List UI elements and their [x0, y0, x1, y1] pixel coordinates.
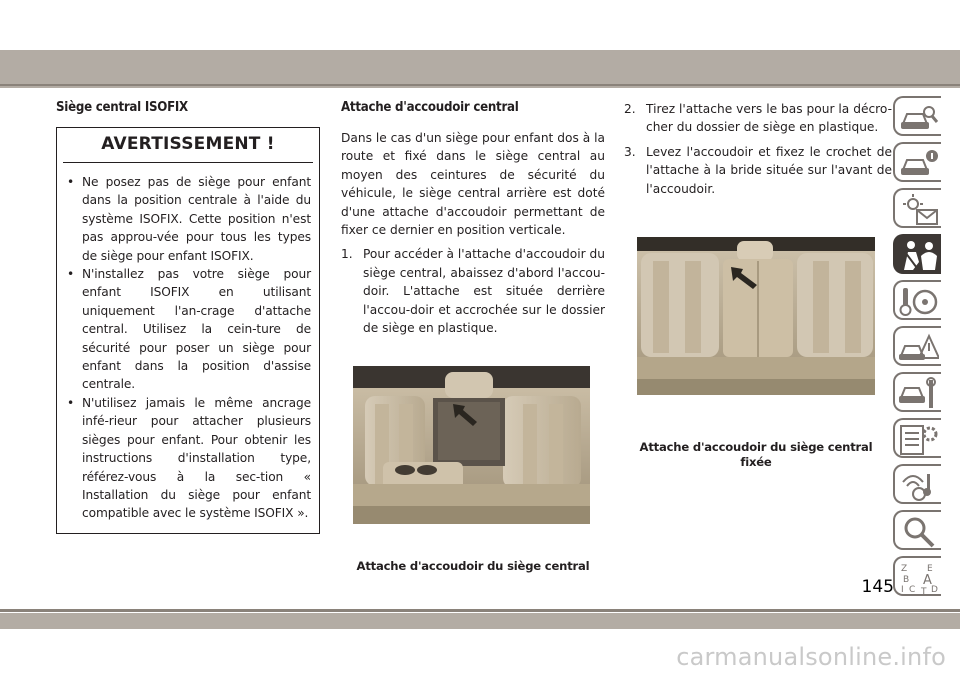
seat-illustration — [637, 237, 875, 395]
index-letter: A — [923, 573, 932, 588]
car-tools-icon — [899, 376, 939, 412]
key-steering-wheel-icon — [899, 284, 939, 320]
armrest-photo-fixed — [637, 237, 875, 395]
tab-starting-operating[interactable] — [893, 280, 941, 320]
photo-caption-fixed — [628, 440, 884, 470]
tab-technical-specifications[interactable] — [893, 418, 941, 458]
car-info-icon — [899, 146, 939, 182]
seatbelt-airbag-icon — [899, 238, 939, 274]
index-letters-icon — [899, 560, 939, 596]
section-heading-isofix: Siège central ISOFIX — [56, 100, 188, 115]
caption-line: fixée — [740, 455, 772, 469]
armrest-photo-lowered — [353, 366, 590, 524]
index-letter: T — [921, 587, 927, 596]
column-isofix — [56, 100, 320, 534]
step-item — [624, 100, 892, 137]
steps-list — [341, 245, 605, 337]
tab-index-search[interactable] — [893, 510, 941, 550]
footer-band — [0, 613, 960, 629]
index-letter: Z — [901, 564, 908, 574]
tab-warning-lights[interactable] — [893, 188, 941, 228]
index-letter: E — [927, 564, 933, 574]
step-item — [624, 143, 892, 198]
index-letter: C — [909, 585, 916, 595]
index-letter: I — [901, 585, 904, 595]
intro-paragraph: Dans le cas d'un siège pour enfant dos à la route et fixé dans le siège central au moyen des ceintures de sécurité du véhicule, le siège central arrière est doté d'une attache d'accoudoir permettant de fixer ce dernier en position verticale. — [341, 131, 605, 238]
tab-getting-to-know-vehicle[interactable] — [893, 96, 941, 136]
tab-in-case-of-emergency[interactable] — [893, 326, 941, 366]
footer-rule — [0, 609, 960, 612]
header-rule — [0, 84, 960, 86]
step-number: 2. — [624, 102, 636, 116]
step-number: 3. — [624, 144, 636, 159]
header-band — [0, 50, 960, 88]
column-armrest-tether — [341, 100, 605, 343]
index-letter: D — [931, 585, 938, 595]
step-item — [341, 245, 605, 337]
warning-item: • N'installez pas votre siège pour enfant ISOFIX en utilisant uniquement l'an-crage d'attache central. Utilisez la cein-ture de sécurité pour poser un siège pour enfant dans la position d'assise centrale. — [65, 265, 311, 394]
tab-instrument-panel[interactable] — [893, 142, 941, 182]
step-text: Tirez l'attache vers le bas pour la décro-cher du dossier de siège en plastique. — [646, 102, 892, 135]
steps-list-continued — [624, 100, 892, 198]
photo-caption-lowered: Attache d'accoudoir du siège central — [356, 559, 590, 573]
seat-illustration — [353, 366, 590, 524]
page-number: 145 — [861, 577, 894, 597]
tab-servicing-maintenance[interactable] — [893, 372, 941, 412]
step-text: Pour accéder à l'attache d'accoudoir du siège central, abaissez d'abord l'accou-doir. L'attache est située derrière l'accou-doir et accrochée sur le dossier de siège en plastique. — [363, 247, 605, 336]
caption-line: Attache d'accoudoir du siège central — [639, 440, 873, 454]
watermark: carmanualsonline.info — [676, 643, 946, 671]
index-letter: B — [903, 575, 910, 585]
search-icon — [899, 514, 939, 550]
checklist-gear-icon — [899, 422, 939, 458]
step-text: Levez l'accoudoir et fixez le crochet de l'attache à la bride située sur l'avant de l'accoudoir. — [646, 144, 892, 196]
tab-safety[interactable] — [893, 234, 941, 274]
warning-box — [56, 127, 320, 534]
warning-list — [57, 173, 319, 523]
car-magnifier-icon — [899, 100, 939, 136]
warning-item: • Ne posez pas de siège pour enfant dans la position centrale à l'aide du système ISOFIX. Cette position n'est pas approu-vée pour tous les types de siège pour enfant ISOFIX. — [65, 173, 311, 265]
section-heading-armrest: Attache d'accoudoir central — [341, 100, 519, 115]
warning-title: AVERTISSEMENT ! — [63, 128, 313, 163]
warning-item: • N'utilisez jamais le même ancrage infé-rieur pour attacher plusieurs sièges pour enfant. Pour obtenir les instructions d'installation type, référez-vous à la sec-tion « Installation du siège pour enfant compatible avec le système ISOFIX ». — [65, 394, 311, 523]
tab-multimedia[interactable] — [893, 464, 941, 504]
car-hazard-icon — [899, 330, 939, 366]
media-location-icon — [899, 468, 939, 504]
step-number: 1. — [341, 247, 353, 262]
column-steps-continued — [624, 100, 892, 204]
warning-light-mail-icon — [899, 192, 939, 228]
tab-index[interactable] — [893, 556, 941, 596]
